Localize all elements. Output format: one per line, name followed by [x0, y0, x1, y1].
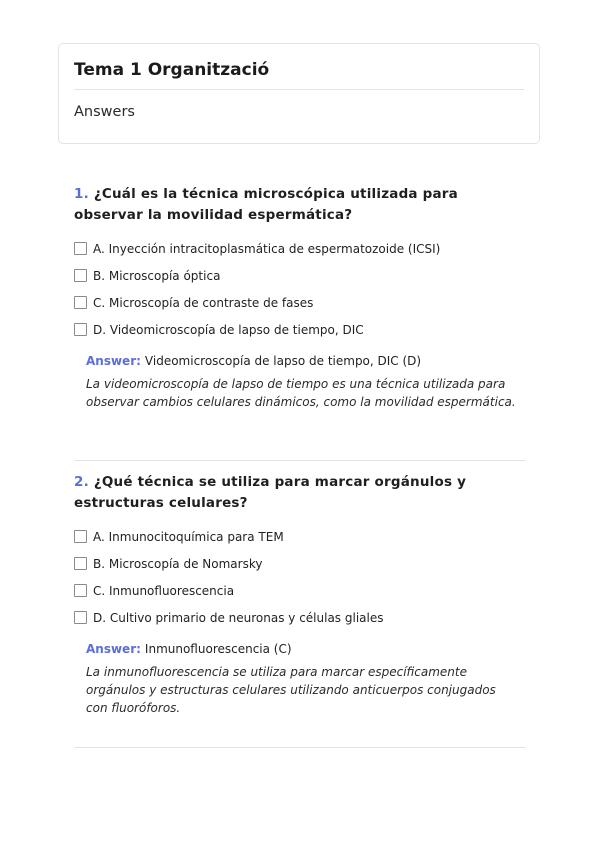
answer-explanation: La videomicroscopía de lapso de tiempo es una técnica utilizada para observar cambios celulares dinámicos, como la movilidad espermática.	[86, 377, 516, 409]
answer-value: Inmunofluorescencia (C)	[144, 642, 292, 656]
answer-label: Answer:	[86, 642, 141, 656]
option-d[interactable]	[74, 604, 528, 631]
option-label: B. Microscopía óptica	[93, 268, 221, 283]
option-c[interactable]	[74, 577, 528, 604]
question-2-prompt: ¿Qué técnica se utiliza para marcar orgánulos y estructuras celulares?	[74, 474, 467, 511]
checkbox-icon[interactable]	[74, 584, 87, 597]
question-1-number: 1.	[74, 186, 89, 202]
question-divider	[74, 460, 526, 461]
checkbox-icon[interactable]	[74, 323, 87, 336]
question-1-options	[74, 235, 528, 343]
option-c[interactable]	[74, 289, 528, 316]
header-card	[58, 43, 540, 144]
question-1-text	[74, 184, 528, 226]
answer-block	[74, 640, 528, 717]
answer-label: Answer:	[86, 354, 141, 368]
question-2	[74, 472, 528, 717]
document-title: Tema 1 Organització	[74, 60, 270, 80]
option-label: C. Microscopía de contraste de fases	[93, 295, 314, 310]
checkbox-icon[interactable]	[74, 557, 87, 570]
answer-value: Videomicroscopía de lapso de tiempo, DIC (D)	[144, 354, 422, 368]
checkbox-icon[interactable]	[74, 242, 87, 255]
option-label: A. Inmunocitoquímica para TEM	[93, 529, 284, 544]
option-label: B. Microscopía de Nomarsky	[93, 556, 263, 571]
question-1	[74, 184, 528, 411]
option-a[interactable]	[74, 523, 528, 550]
checkbox-icon[interactable]	[74, 296, 87, 309]
option-label: C. Inmunofluorescencia	[93, 583, 235, 598]
answer-line	[86, 352, 528, 370]
answer-explanation: La inmunofluorescencia se utiliza para marcar específicamente orgánulos y estructuras celulares utilizando anticuerpos conjugados con fluoróforos.	[86, 665, 496, 715]
checkbox-icon[interactable]	[74, 530, 87, 543]
option-label: D. Cultivo primario de neuronas y células gliales	[93, 610, 384, 625]
header-divider	[74, 89, 524, 90]
checkbox-icon[interactable]	[74, 269, 87, 282]
question-1-prompt: ¿Cuál es la técnica microscópica utilizada para observar la movilidad espermática?	[74, 186, 458, 223]
answer-block	[74, 352, 528, 411]
question-2-number: 2.	[74, 474, 89, 490]
option-label: D. Videomicroscopía de lapso de tiempo, DIC	[93, 322, 364, 337]
option-a[interactable]	[74, 235, 528, 262]
question-2-text	[74, 472, 528, 514]
question-divider	[74, 747, 526, 748]
option-b[interactable]	[74, 550, 528, 577]
option-d[interactable]	[74, 316, 528, 343]
question-2-options	[74, 523, 528, 631]
answer-line	[86, 640, 528, 658]
checkbox-icon[interactable]	[74, 611, 87, 624]
document-subtitle: Answers	[74, 104, 135, 120]
option-label: A. Inyección intracitoplasmática de espermatozoide (ICSI)	[93, 241, 441, 256]
option-b[interactable]	[74, 262, 528, 289]
